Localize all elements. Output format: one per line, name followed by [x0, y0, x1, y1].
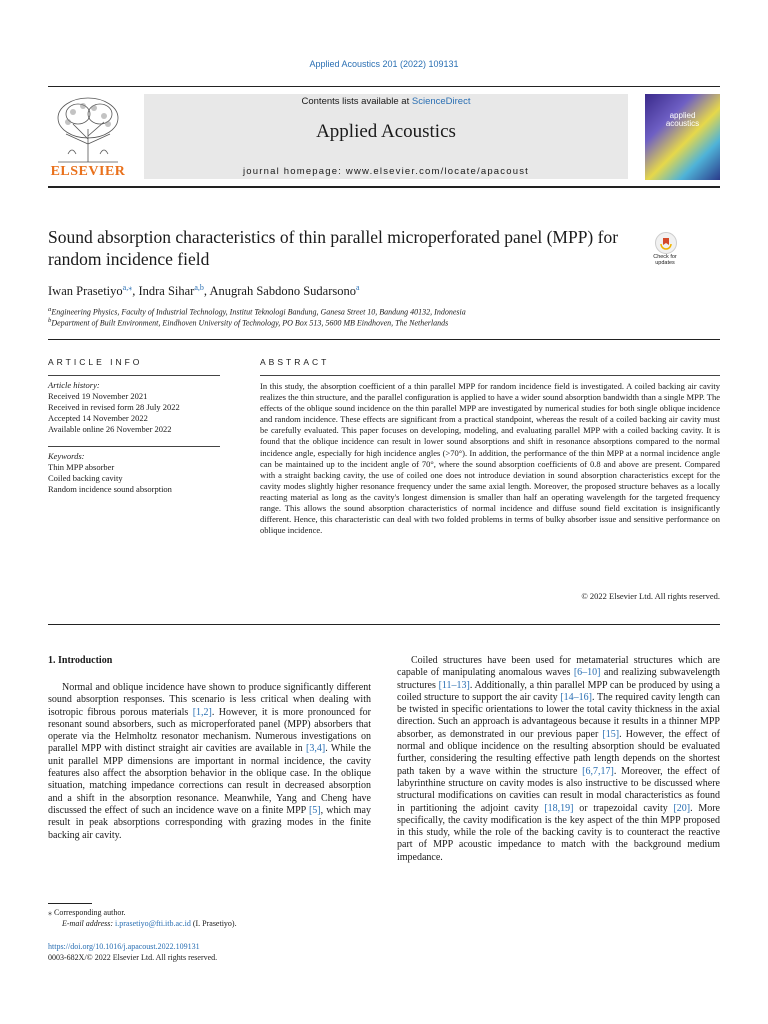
author-affil-mark[interactable]: a,⁎ [122, 283, 133, 292]
body-text: or trapezoidal cavity [573, 802, 674, 814]
body-text: , which may result in peak absorptions corresponding with grazing modes in the finite backing air cavity. [48, 804, 371, 841]
journal-banner [144, 94, 628, 179]
body-text: and realizing subwavelength structures [397, 667, 721, 691]
affiliation: $^b$Department of Built Environment, Eindhoven University of Technology, PO Box 513, 5600 MB Eindhoven, The Netherlands [48, 317, 449, 328]
journal-name: Applied Acoustics [316, 121, 456, 142]
article-title: Sound absorption characteristics of thin parallel microperforated panel (MPP) for random incidence field [48, 227, 619, 269]
corresponding-author-note: ⁎ Corresponding author. [48, 908, 126, 917]
author-name: Indra Sihar [138, 284, 195, 299]
body-text: . However, the effect of normal and oblique incidence on the resulting absorption should be evaluated further, considering the resulting effective path length depends on the shortest path taken by a wave within the structure [397, 728, 720, 777]
section-rule [48, 624, 720, 625]
author-affil-mark[interactable]: a,b [194, 283, 204, 292]
citation-link[interactable]: [20] [673, 802, 691, 814]
body-text: . The required cavity length can be twisted in specific orientations to lower the total cavity thickness in the axial direction. Such an approach is advantageous because it results in a thinner MPP absorber, as demonstrated in our previous paper [397, 691, 720, 740]
article-history: Article history: Received 19 November 2021 Received in revised form 28 July 2022 Accepted 14 November 2022 Available online 26 November 2022 [48, 380, 180, 434]
body-text: . More specifically, the cavity modification is the key aspect of the thin MPP proposed in this study, while the role of the backing cavity is to counteract the reactive part of MPP acoustic impedance to match with the background medium impedance. [397, 802, 720, 863]
info-rule [48, 375, 220, 376]
body-text: . Moreover, the effect of labyrinthine structure on cavity modes is also instructive to be discussed where structural modifications on cavities can result in modal characteristics as found in partitioning the adjoint cavity [397, 765, 720, 814]
sciencedirect-link[interactable]: ScienceDirect [411, 96, 471, 107]
affiliation: $^a$Engineering Physics, Faculty of Industrial Technology, Institut Teknologi Bandung, Ganesa Street 10, Bandung 40132, Indonesia [48, 306, 466, 317]
issn-copyright: 0003-682X/© 2022 Elsevier Ltd. All rights reserved. [48, 953, 218, 962]
section-rule [48, 339, 720, 340]
body-text: . However, it is more pronounced for resonant sound absorbers, such as microperforated panel (MPP) absorbers that operate via the Helmholtz resonator mechanism. Numerous investigations on parallel MPP with distinct straight air cavities are available in [48, 706, 372, 755]
citation-link[interactable]: [6,7,17] [582, 765, 614, 777]
section-heading-introduction: 1. Introduction [48, 655, 113, 666]
journal-homepage[interactable]: journal homepage: www.elsevier.com/locate/apacoust [242, 166, 529, 177]
intro-right-column [397, 655, 720, 864]
check-updates-icon [655, 232, 677, 254]
doi-link[interactable]: https://doi.org/10.1016/j.apacoust.2022.109131 [48, 942, 200, 951]
journal-cover-image: applied acoustics [645, 94, 720, 180]
author-name: Anugrah Sabdono Sudarsono [209, 284, 356, 299]
abstract-copyright: © 2022 Elsevier Ltd. All rights reserved. [581, 591, 720, 601]
footnote-rule [48, 903, 92, 904]
body-text: . While the unit parallel MPP dimensions are important in normal incidence, the cavity features also affect the absorption behavior in the oblique case. In the oblique situation, matching impedance corrections can result in decreased absorption and a shift in the absorption resonance. Meanwhile, Yang and Cheng have discussed the effect of such an incidence wave on a finite MPP [48, 743, 371, 816]
citation-link[interactable]: [15] [602, 728, 620, 740]
header-rule-top [48, 86, 720, 87]
body-text: Coiled structures have been used for metamaterial structures which are capable of manipulating anomalous waves [397, 655, 720, 679]
abstract-heading: ABSTRACT [260, 357, 330, 367]
body-text: . Additionally, a thin parallel MPP can be produced by using a coiled structure to support the air cavity [397, 679, 720, 703]
contents-line: Contents lists available at ScienceDirect [301, 96, 471, 107]
info-divider [48, 446, 220, 447]
author-list: Iwan Prasetiyo$^{a,⁎}$, Indra Sihar$^{a,b}$, Anugrah Sabdono Sudarsono$^a$ [48, 283, 360, 299]
email-link[interactable]: i.prasetiyo@fti.itb.ac.id [115, 919, 191, 928]
keywords: Keywords: Thin MPP absorber Coiled backing cavity Random incidence sound absorption [48, 451, 172, 494]
check-for-updates-badge[interactable]: Check for updates [645, 232, 685, 268]
intro-left-column [48, 682, 371, 842]
citation-link[interactable]: [5] [308, 804, 321, 816]
citation-link[interactable]: [14–16] [560, 691, 592, 703]
citation-link[interactable]: [11–13] [438, 679, 470, 691]
author-affil-mark[interactable]: a [355, 283, 360, 292]
body-text: Normal and oblique incidence have shown to produce significantly different sound absorption responses. This scenario is less critical when dealing with isotropic fibrous porous materials [48, 682, 371, 718]
author-name: Iwan Prasetiyo [48, 284, 123, 299]
citation-link[interactable]: [1,2] [192, 706, 212, 718]
abstract-text: In this study, the absorption coefficient of a thin parallel MPP for random incidence field is investigated. A coiled backing air cavity realizes the thin structure, and the parallel configuration is applied to have a wider sound absorption bandwidth than a single MPP. The effects of the oblique sound incidence on the thin parallel MPP are investigated by numerical studies for both single oblique incidence and random incidence. These effects are significant from a practical standpoint, whereas the result of a coiled backing air cavity must be carefully evaluated. This paper focuses on developing, modeling, and evaluating parallel MPP with a coiled backing cavity. It is found that the oblique incidence can result in lower sound absorptions and shift in resonance absorptions compared to the normal incidence angle, especially for high incidence angles (>70°). In addition, the performance of the thin MPP at a normal incidence angle can be maintained up to the incident angle of 70°, where the sound absorption coefficients of 0.8 and above are present. Compared with a straight backing cavity, the use of coiled one does not introduce deviation in sound absorption characteristics except for the cavity modes slightly higher resonance frequency under the same axial length. Moreover, the proposed structure behaves as a locally reacting material as long as the cavity's longest dimension is smaller than half an operating wavelength for the targeted frequency range. This allows the sound absorption characteristics of normal incidence and diffuse sound field excitation is insignificantly different. Hence, this characteristic can deal with two folded problems in terms of bulky absorber issue and sensitive performance on oblique incidence. [260, 381, 720, 536]
citation-link[interactable]: [3,4] [306, 743, 326, 755]
citation-link[interactable]: [18,19] [544, 802, 574, 814]
citation-link[interactable]: [6–10] [573, 667, 601, 679]
article-info-heading: ARTICLE INFO [48, 357, 143, 367]
elsevier-wordmark: ELSEVIER [50, 164, 126, 179]
header-rule-bottom [48, 186, 720, 188]
journal-citation-link[interactable]: Applied Acoustics 201 (2022) 109131 [309, 59, 459, 69]
email-note: E-mail address: i.prasetiyo@fti.itb.ac.id (I. Prasetiyo). [62, 919, 237, 928]
abstract-rule [260, 375, 720, 376]
